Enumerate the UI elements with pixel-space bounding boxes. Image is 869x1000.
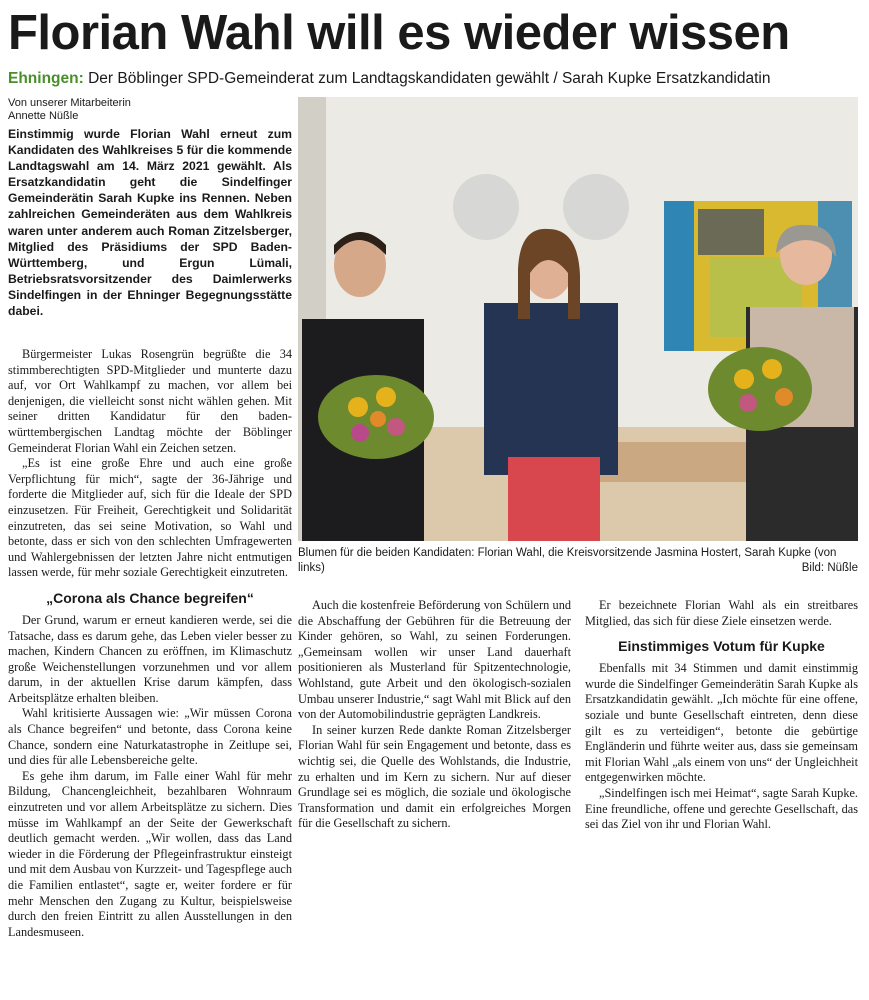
byline [8, 97, 292, 123]
column-2 [298, 598, 571, 832]
paragraph: Der Grund, warum er erneut kandieren werde, sei die Tatsache, dass es darum gehe, das Leben vieler besser zu machen, Kindern Chancen zu eröffnen, im Klimaschutz große Weichenstellungen vorzunehmen und vor allem darum, in der aktuellen Krise darum kämpfen, dass Arbeitsplätze erhalten bleiben. [8, 612, 292, 705]
paragraph: „Es ist eine große Ehre und auch eine große Verpflichtung für mich“, sagte der 36-Jährige und forderte die Mitglieder auf, sich für die Ideale der SPD einzusetzen. Für Freiheit, Gerechtigkeit und Solidarität einzutreten, das sei seine Motivation, so Wahl und betonte, dass er sich von den schlechten Umfragewerten und Wahlergebnissen der letzten Jahre nicht entmutigen lassen werde, für mehr soziale Gerechtigkeit einzutreten. [8, 456, 292, 580]
subheading-kupke: Einstimmiges Votum für Kupke [618, 638, 825, 655]
caption-text: Blumen für die beiden Kandidaten: Florian Wahl, die Kreisvorsitzende Jasmina Hostert, Sarah Kupke (von links) [298, 547, 837, 574]
paragraph: In seiner kurzen Rede dankte Roman Zitzelsberger Florian Wahl für sein Engagement und betonte, dass es wichtig sei, die Quelle des Wohlstands, die Industrie, zu erhalten und im Kern zu sichern. Nur auf dieser Grundlage sei es möglich, die soziale und ökologische Transformation und damit ein erfolgreiches Morgen für die Gesellschaft zu sichern. [298, 722, 571, 831]
bouquet-left [318, 375, 434, 459]
byline-role: Von unserer Mitarbeiterin [8, 97, 131, 109]
bouquet-right [708, 347, 812, 431]
subheading-corona: „Corona als Chance begreifen“ [46, 589, 254, 606]
column-1 [8, 347, 292, 940]
column-3 [585, 598, 858, 833]
paragraph: Ebenfalls mit 34 Stimmen und damit einstimmig wurde die Sindelfinger Gemeinderätin Sarah Kupke als Ersatzkandidatin gewählt. „Ich möchte für eine offene, soziale und bunte Gesellschaft eintreten, denn diese gilt es zu verteidigen“, betonte die gebürtige Engländerin und führte weiter aus, dass sie gemeinsam mit Florian Wahl „als einem von uns“ der Ungleichheit entgegenwirken möchte. [585, 661, 858, 785]
paragraph: Wahl kritisierte Aussagen wie: „Wir müssen Corona als Chance begreifen“ und betonte, dass Corona keine Chance, sondern eine Naturkatastrophe in Zeitlupe sei, und dies für alle Lebensbereiche gelte. [8, 706, 292, 768]
paragraph: Bürgermeister Lukas Rosengrün begrüßte die 34 stimmberechtigten SPD-Mitglieder und munterte dazu auf, vor Ort Wahlkampf zu machen, vor allem bei denjenigen, die vielleicht sonst nicht wählen gehen. Mit seiner dritten Kandidatur für den baden-württembergischen Landtag möchte der Böblinger Gemeinderat Florian Wahl ein Zeichen setzen. [8, 347, 292, 455]
paragraph: Auch die kostenfreie Beförderung von Schülern und die Abschaffung der Gebühren für die Betreuung der Kinder gehören, so Wahl, zu seinen Forderungen. „Gemeinsam wollen wir unser Land dauerhaft positionieren als Musterland für Spitzentechnologie, Wohlstand, gute Arbeit und den ökologisch-sozialen Umbau unserer Industrie,“ sagt Wahl mit Blick auf den von der Automobilindustrie geprägten Landkreis. [298, 598, 571, 722]
photo-caption [298, 546, 858, 575]
lead-paragraph: Einstimmig wurde Florian Wahl erneut zum Kandidaten des Wahlkreises 5 für die kommende Landtagswahl am 14. März 2021 gewählt. Als Ersatzkandidatin geht die Sindelfinger Gemeinderätin Sarah Kupke ins Rennen. Neben zahlreichen Gemeinderäten aus dem Wahlkreis waren unter anderem auch Roman Zitzelsberger, Mitglied des Präsidiums der SPD Baden-Württemberg, und Ergun Lümali, Betriebsratsvorsitzender des Daimlerwerks Sindelfingen in der Ehninger Begegnungsstätte dabei. [8, 127, 292, 319]
paragraph: Es gehe ihm darum, im Falle einer Wahl für mehr Bildung, Chancengleichheit, bezahlbaren Wohnraum einzutreten und vor allem Arbeitsplätze zu sichern. Dies müsse im Wahlkampf an der Seite der Gewerkschaft deutlich gemacht werden. „Wir wollen, dass das Land wieder in die Förderung der Pflegeinfrastruktur einsteigt und mit dem Ausbau von Kurzzeit- und Tagespflege auch die Familien entlastet“, sagte er, weiter fordere er für mehr Menschen den Zugang zu Kultur, beispielsweise durch den freien Eintritt zu allen Ausstellungen in den Landesmuseen. [8, 768, 292, 939]
photo-credit: Bild: Nüßle [801, 561, 858, 574]
paragraph: Er bezeichnete Florian Wahl als ein streitbares Mitglied, das sich für diese Ziele einsetzen werde. [585, 598, 858, 628]
article-photo [298, 97, 858, 541]
paragraph: „Sindelfingen isch mei Heimat“, sagte Sarah Kupke. Eine freundliche, offene und gerechte Gesellschaft, das sei das Ziel von ihr und Florian Wahl. [585, 785, 858, 832]
subline-text: Der Böblinger SPD-Gemeinderat zum Landtagskandidaten gewählt / Sarah Kupke Ersatzkandidatin [83, 70, 771, 87]
byline-author: Annette Nüßle [8, 110, 79, 122]
headline: Florian Wahl will es wieder wissen [8, 6, 790, 60]
subline-place: Ehningen: [8, 70, 84, 87]
subline [8, 69, 863, 89]
